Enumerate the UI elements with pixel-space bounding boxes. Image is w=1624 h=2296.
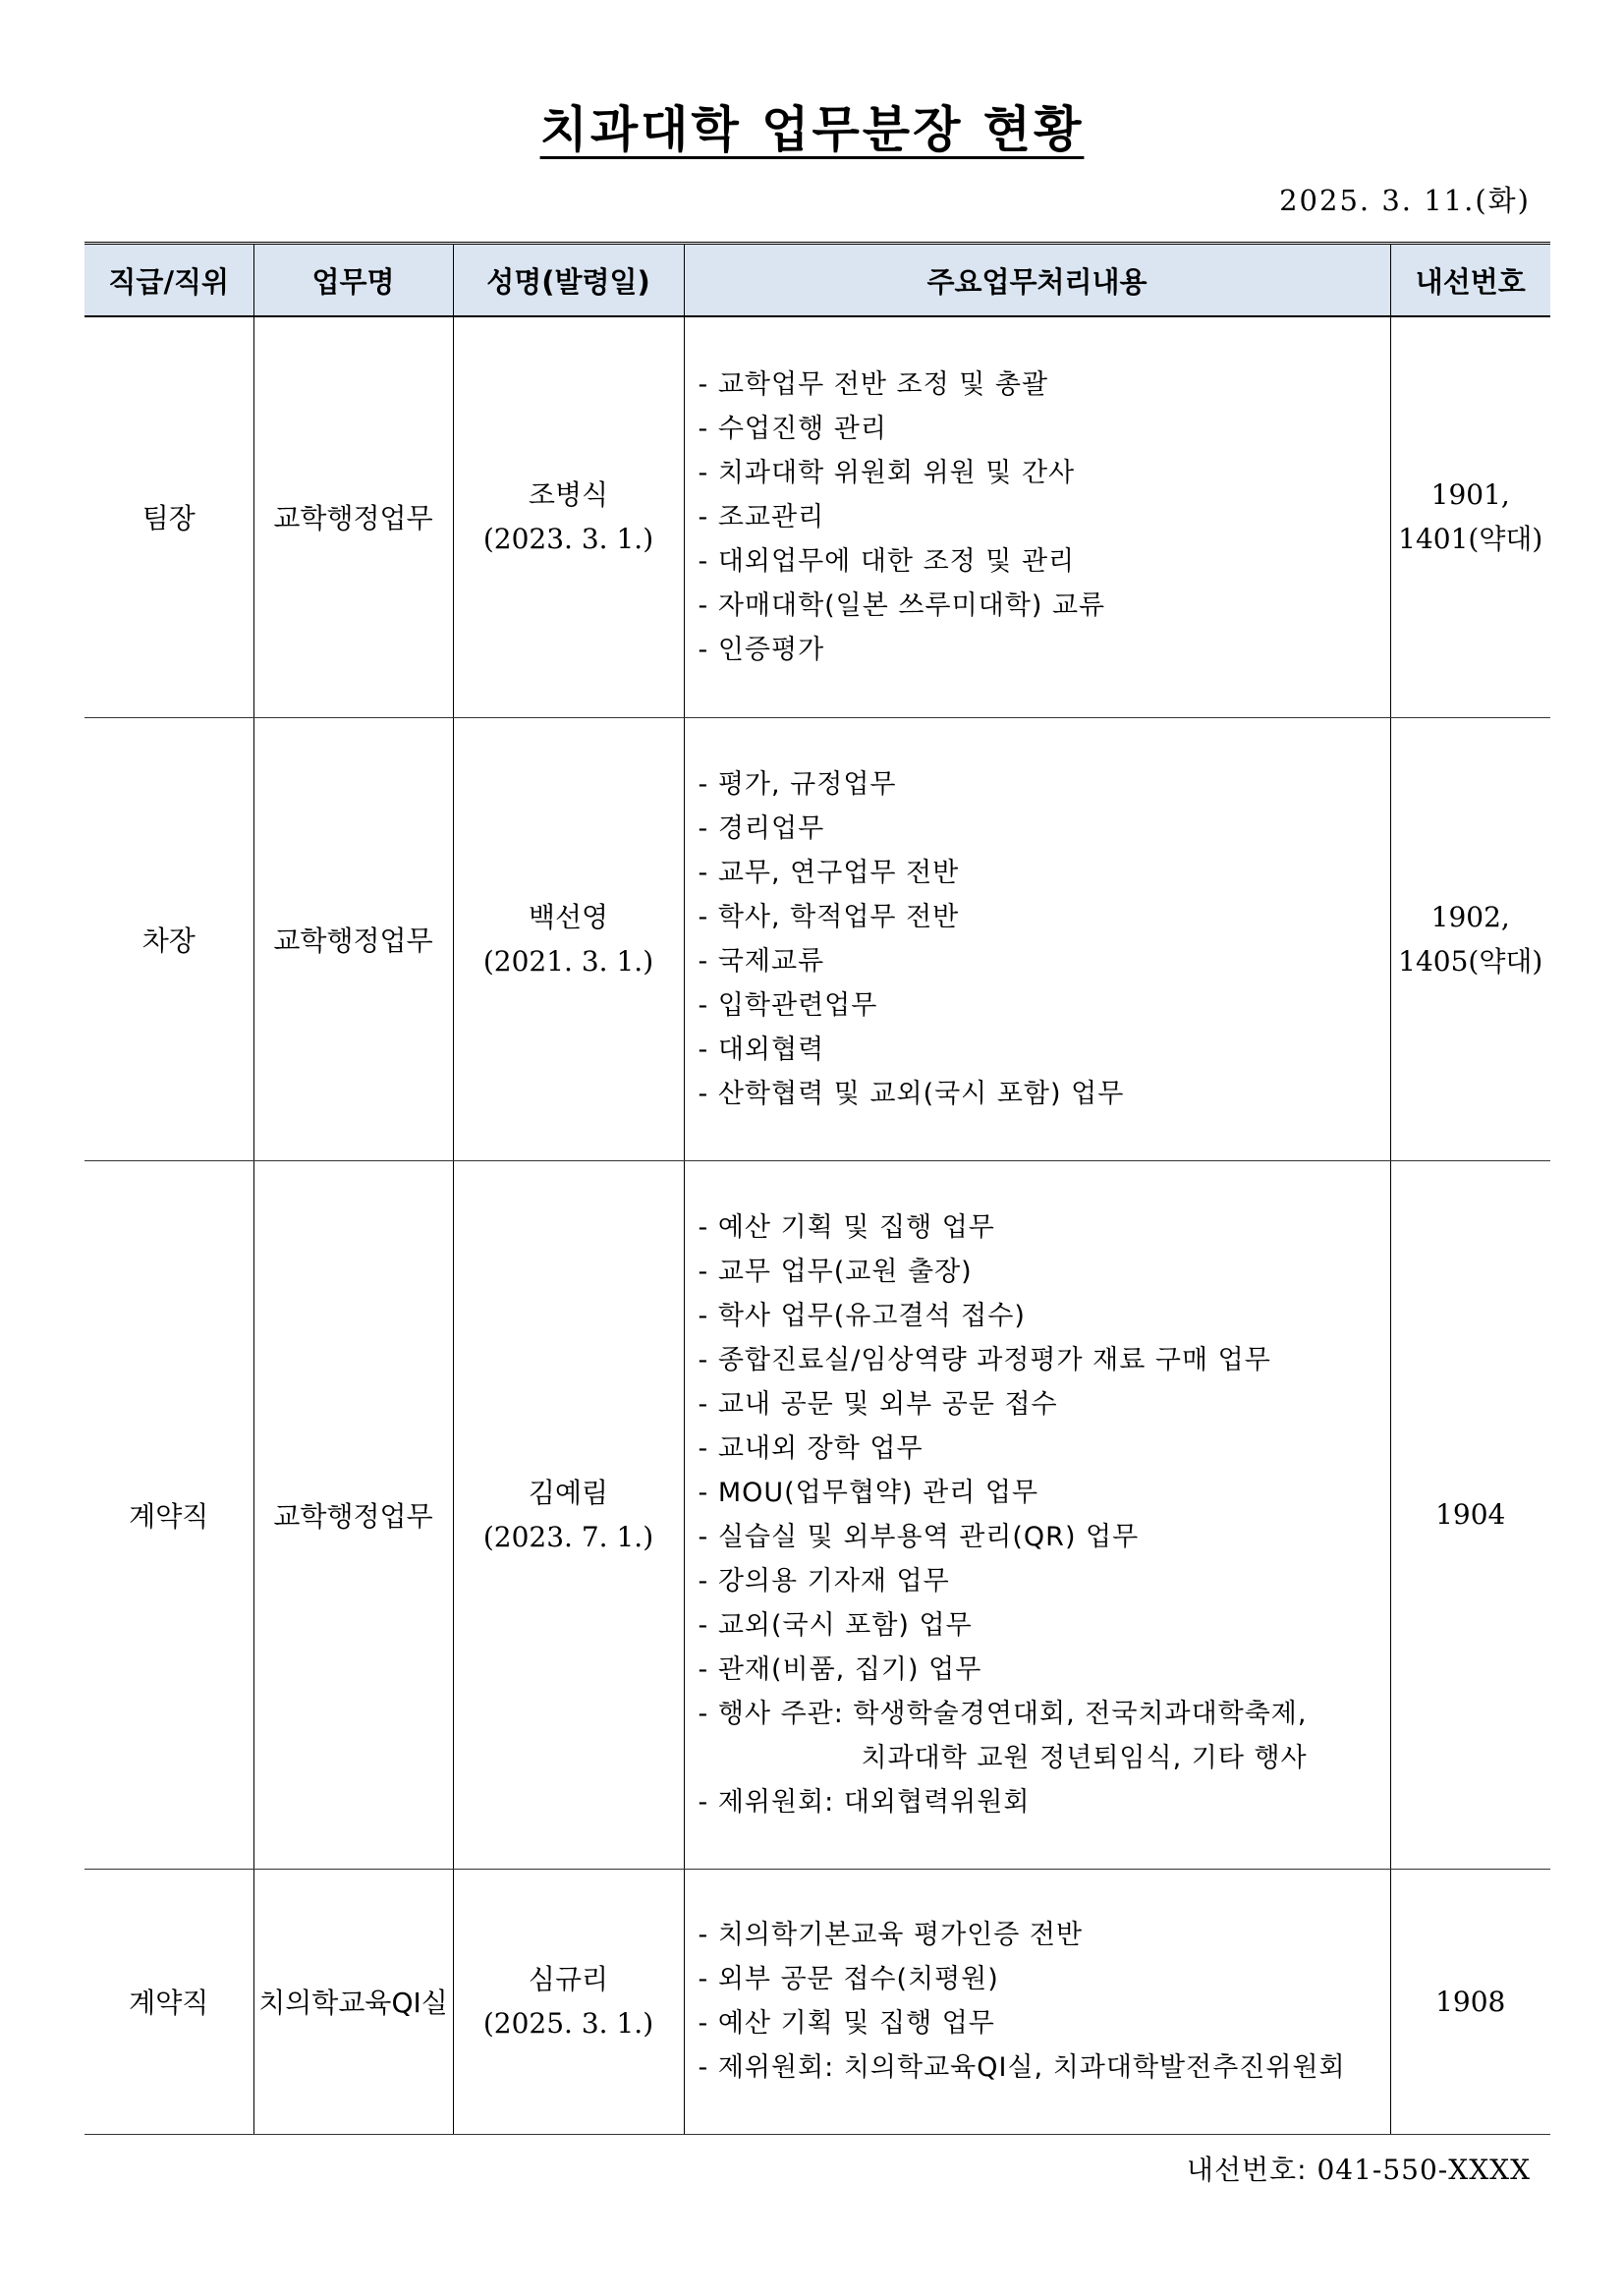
- extension-cell: [1390, 316, 1550, 717]
- duty-item: - 평가, 규정업무: [698, 768, 897, 800]
- footer-label: 내선번호:: [1186, 2154, 1308, 2186]
- duty-item: - 교내 공문 및 외부 공문 접수: [698, 1388, 1058, 1420]
- duty-item: - 종합진료실/임상역량 과정평가 재료 구매 업무: [698, 1344, 1271, 1375]
- duty-item: - 실습실 및 외부용역 관리(QR) 업무: [698, 1521, 1140, 1552]
- duty-item: - 관재(비품, 집기) 업무: [698, 1653, 982, 1685]
- duty-item: - 자매대학(일본 쓰루미대학) 교류: [698, 589, 1106, 621]
- name-cell: [453, 717, 684, 1160]
- appointment-date: (2023. 3. 1.): [482, 523, 654, 556]
- duty-item: - 강의용 기자재 업무: [698, 1565, 950, 1596]
- person-name: 김예림: [528, 1476, 609, 1509]
- task-cell: 교학행정업무: [253, 1160, 453, 1869]
- duty-item: - 교학업무 전반 조정 및 총괄: [698, 368, 1049, 400]
- rank-cell: 팀장: [84, 316, 253, 717]
- duties-cell: [684, 1160, 1390, 1869]
- appointment-date: (2021. 3. 1.): [482, 944, 654, 978]
- duty-item: - 제위원회: 대외협력위원회: [698, 1786, 1031, 1818]
- duty-item: - 치과대학 위원회 위원 및 간사: [698, 457, 1076, 488]
- duty-item: - 예산 기획 및 집행 업무: [698, 2008, 995, 2039]
- document-title: [0, 90, 1624, 161]
- duties-cell: [684, 717, 1390, 1160]
- rank-cell: 계약직: [84, 1869, 253, 2134]
- duty-item: - 학사 업무(유고결석 접수): [698, 1300, 1026, 1331]
- rank-cell: 계약직: [84, 1160, 253, 1869]
- extension-number: 1908: [1435, 1985, 1506, 2018]
- duty-item: - MOU(업무협약) 관리 업무: [698, 1477, 1039, 1508]
- duty-item: - 입학관련업무: [698, 989, 878, 1021]
- footer-number: 041-550-XXXX: [1316, 2154, 1531, 2186]
- header-rank: 직급/직위: [84, 244, 253, 317]
- extension-number: 1401(약대): [1398, 523, 1543, 556]
- person-name: 심규리: [528, 1963, 609, 1995]
- duty-item: - 행사 주관: 학생학술경연대회, 전국치과대학축제,: [698, 1698, 1308, 1729]
- table-row: [84, 1160, 1550, 1869]
- task-cell: 교학행정업무: [253, 717, 453, 1160]
- extension-number: 1901,: [1430, 478, 1510, 512]
- document-title-text: 치과대학 업무분장 현황: [539, 101, 1085, 158]
- header-task: 업무명: [253, 244, 453, 317]
- duty-item: - 대외협력: [698, 1034, 825, 1065]
- duty-item: - 수업진행 관리: [698, 413, 887, 444]
- rank-cell: 차장: [84, 717, 253, 1160]
- appointment-date: (2023. 7. 1.): [482, 1520, 654, 1553]
- name-cell: [453, 1869, 684, 2134]
- duty-item: - 산학협력 및 교외(국시 포함) 업무: [698, 1078, 1125, 1109]
- duty-item: - 교외(국시 포함) 업무: [698, 1609, 973, 1641]
- duties-cell: [684, 316, 1390, 717]
- header-duties: 주요업무처리내용: [684, 244, 1390, 317]
- duty-item: - 조교관리: [698, 501, 825, 532]
- extension-number: 1902,: [1430, 900, 1510, 933]
- header-name: 성명(발령일): [453, 244, 684, 317]
- duty-item: - 제위원회: 치의학교육QI실, 치과대학발전추진위원회: [698, 2052, 1346, 2083]
- duty-item: - 치의학기본교육 평가인증 전반: [698, 1920, 1084, 1950]
- duties-cell: [684, 1869, 1390, 2134]
- extension-cell: [1390, 717, 1550, 1160]
- table-row: [84, 717, 1550, 1160]
- appointment-date: (2025. 3. 1.): [482, 2007, 654, 2040]
- duty-item: - 교무, 연구업무 전반: [698, 857, 960, 888]
- task-cell: 교학행정업무: [253, 316, 453, 717]
- duty-item-continuation: 치과대학 교원 정년퇴임식, 기타 행사: [861, 1742, 1308, 1773]
- duty-item: - 인증평가: [698, 634, 825, 665]
- document-date: 2025. 3. 11.(화): [1279, 184, 1531, 217]
- duty-table: [84, 242, 1550, 2135]
- extension-cell: [1390, 1869, 1550, 2134]
- person-name: 백선영: [528, 900, 609, 933]
- footer-extension-note: [1187, 2149, 1531, 2188]
- duty-item: - 교무 업무(교원 출장): [698, 1256, 973, 1287]
- extension-number: 1904: [1435, 1498, 1506, 1531]
- duty-item: - 학사, 학적업무 전반: [698, 901, 960, 932]
- extension-cell: [1390, 1160, 1550, 1869]
- duty-item: - 경리업무: [698, 812, 825, 844]
- duty-item: - 교내외 장학 업무: [698, 1432, 924, 1464]
- header-extension: 내선번호: [1390, 244, 1550, 317]
- extension-number: 1405(약대): [1398, 944, 1543, 978]
- name-cell: [453, 316, 684, 717]
- task-cell: 치의학교육QI실: [253, 1869, 453, 2134]
- duty-item: - 예산 기획 및 집행 업무: [698, 1211, 995, 1243]
- duty-item: - 국제교류: [698, 945, 825, 977]
- table-row: [84, 316, 1550, 717]
- duty-item: - 외부 공문 접수(치평원): [698, 1964, 999, 1994]
- table-row: [84, 1869, 1550, 2134]
- duty-item: - 대외업무에 대한 조정 및 관리: [698, 545, 1076, 577]
- person-name: 조병식: [528, 478, 609, 512]
- name-cell: [453, 1160, 684, 1869]
- table-header-row: [84, 244, 1550, 317]
